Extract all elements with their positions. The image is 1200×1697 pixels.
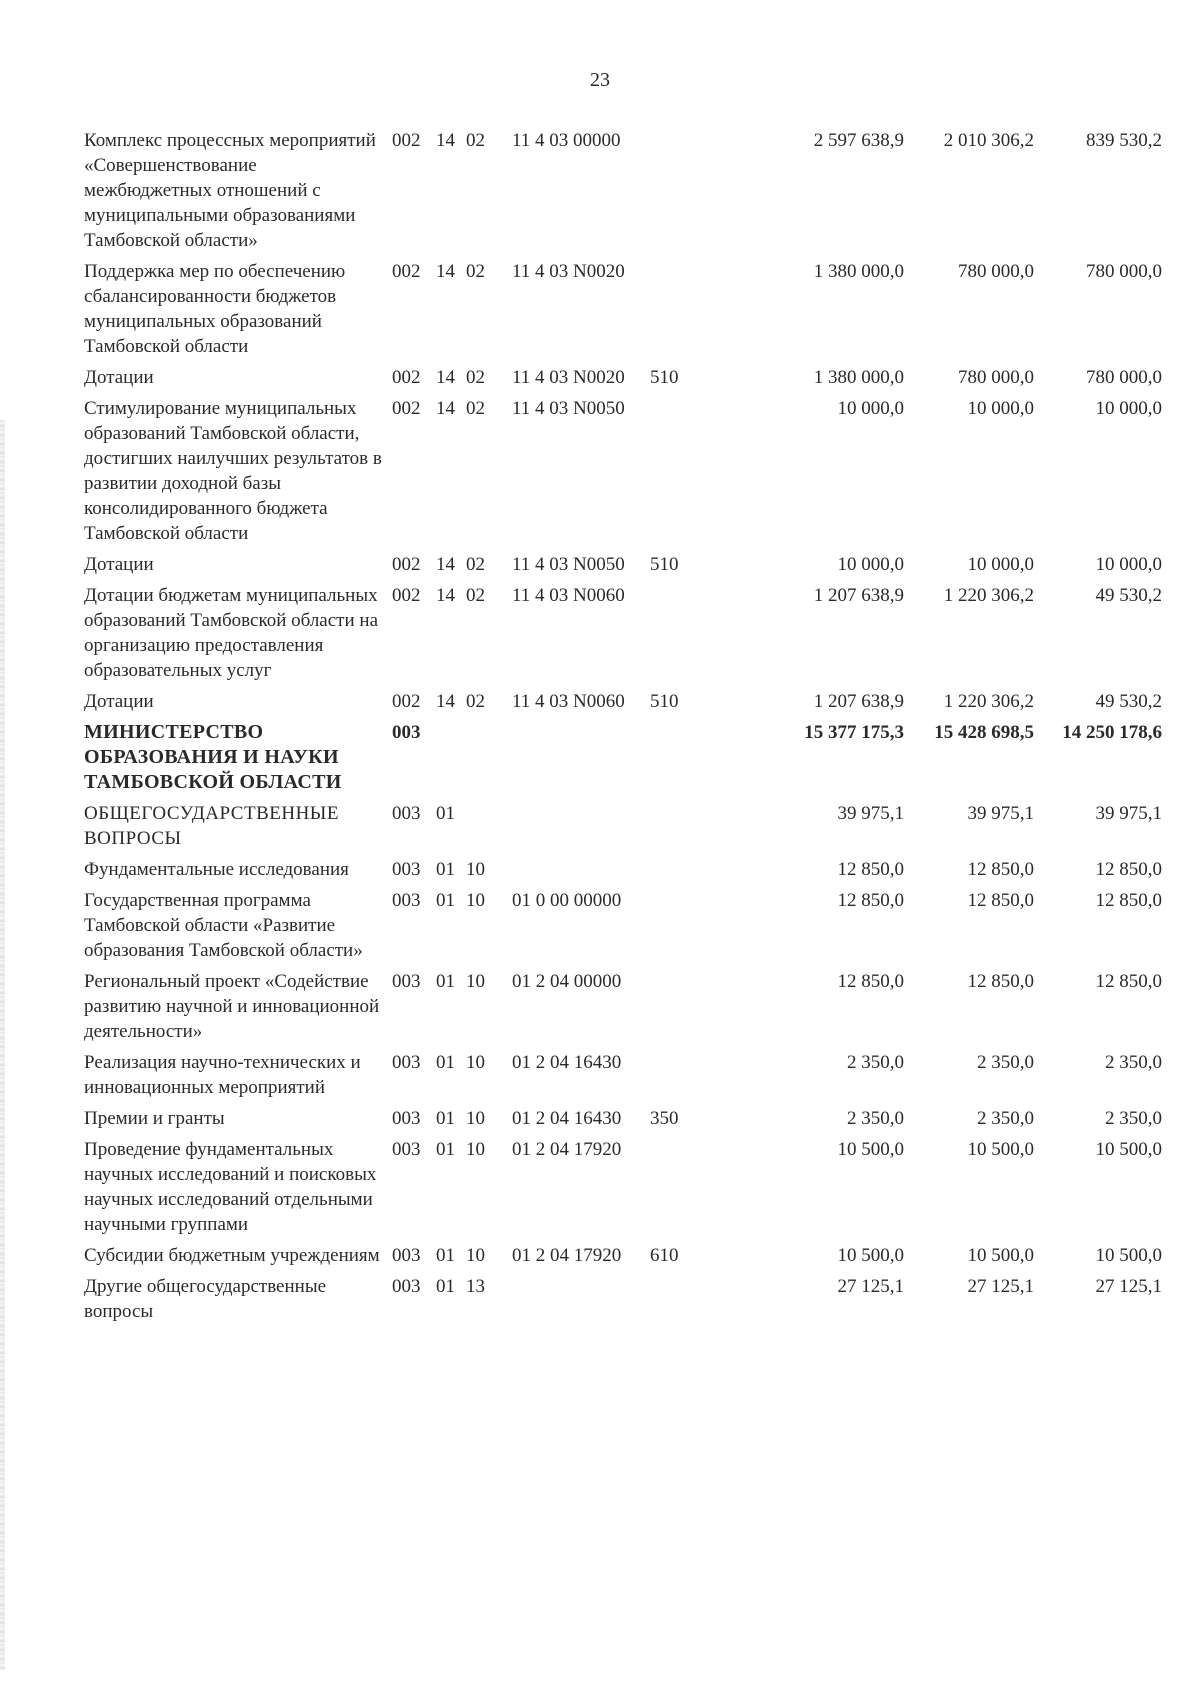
- amount-year-1: 10 500,0: [837, 1139, 904, 1160]
- section-code: 01: [436, 1108, 455, 1129]
- expense-type-code: 510: [650, 691, 679, 712]
- amount-year-3: 14 250 178,6: [1062, 722, 1162, 743]
- amount-year-2: 27 125,1: [967, 1276, 1034, 1297]
- expense-type-code: 350: [650, 1108, 679, 1129]
- table-row: [84, 857, 1174, 882]
- table-row: [84, 365, 1174, 390]
- admin-code: 003: [392, 1052, 421, 1073]
- row-name: Реализация научно-технических и инновационных мероприятий: [84, 1052, 361, 1098]
- subsection-code: 02: [466, 367, 485, 388]
- table-row: [84, 969, 1174, 1044]
- target-article-code: 11 4 03 N0020: [512, 367, 625, 388]
- amount-year-2: 10 000,0: [967, 398, 1034, 419]
- budget-table: [84, 128, 1174, 1330]
- table-row: [84, 689, 1174, 714]
- amount-year-3: 2 350,0: [1105, 1108, 1162, 1129]
- amount-year-1: 12 850,0: [837, 859, 904, 880]
- amount-year-3: 780 000,0: [1086, 367, 1162, 388]
- table-row: [84, 1243, 1174, 1268]
- amount-year-3: 10 500,0: [1095, 1139, 1162, 1160]
- expense-type-code: 510: [650, 554, 679, 575]
- amount-year-2: 12 850,0: [967, 971, 1034, 992]
- row-name: Поддержка мер по обеспечению сбалансированности бюджетов муниципальных образований Тамбовской области: [84, 261, 346, 357]
- subsection-code: 10: [466, 1052, 485, 1073]
- subsection-code: 10: [466, 1108, 485, 1129]
- subsection-code: 02: [466, 585, 485, 606]
- subsection-code: 02: [466, 261, 485, 282]
- row-name: Проведение фундаментальных научных исследований и поисковых научных исследований отдельными научными группами: [84, 1139, 377, 1235]
- amount-year-3: 27 125,1: [1095, 1276, 1162, 1297]
- subsection-code: 02: [466, 554, 485, 575]
- amount-year-1: 1 207 638,9: [813, 691, 904, 712]
- row-name: Дотации бюджетам муниципальных образований Тамбовской области на организацию предоставления образовательных услуг: [84, 585, 378, 681]
- amount-year-3: 10 000,0: [1095, 398, 1162, 419]
- target-article-code: 11 4 03 00000: [512, 130, 621, 151]
- amount-year-2: 2 350,0: [977, 1108, 1034, 1129]
- section-code: 14: [436, 367, 455, 388]
- amount-year-2: 39 975,1: [967, 803, 1034, 824]
- section-code: 14: [436, 691, 455, 712]
- amount-year-3: 10 500,0: [1095, 1245, 1162, 1266]
- section-code: 01: [436, 1276, 455, 1297]
- row-name: Фундаментальные исследования: [84, 859, 349, 880]
- amount-year-3: 2 350,0: [1105, 1052, 1162, 1073]
- amount-year-2: 10 000,0: [967, 554, 1034, 575]
- subsection-code: 10: [466, 859, 485, 880]
- admin-code: 002: [392, 554, 421, 575]
- amount-year-3: 12 850,0: [1095, 859, 1162, 880]
- amount-year-1: 10 000,0: [837, 554, 904, 575]
- section-code: 01: [436, 1139, 455, 1160]
- amount-year-1: 27 125,1: [837, 1276, 904, 1297]
- row-name: Региональный проект «Содействие развитию научной и инновационной деятельности»: [84, 971, 380, 1042]
- row-name: ОБЩЕГОСУДАРСТВЕННЫЕ ВОПРОСЫ: [84, 803, 339, 849]
- admin-code: 003: [392, 1245, 421, 1266]
- target-article-code: 11 4 03 N0050: [512, 398, 625, 419]
- amount-year-3: 39 975,1: [1095, 803, 1162, 824]
- amount-year-1: 1 207 638,9: [813, 585, 904, 606]
- amount-year-2: 12 850,0: [967, 890, 1034, 911]
- admin-code: 002: [392, 130, 421, 151]
- amount-year-1: 2 350,0: [847, 1108, 904, 1129]
- admin-code: 003: [392, 1139, 421, 1160]
- amount-year-1: 2 350,0: [847, 1052, 904, 1073]
- target-article-code: 01 2 04 00000: [512, 971, 622, 992]
- table-row: [84, 552, 1174, 577]
- target-article-code: 11 4 03 N0050: [512, 554, 625, 575]
- amount-year-2: 10 500,0: [967, 1245, 1034, 1266]
- amount-year-2: 2 350,0: [977, 1052, 1034, 1073]
- amount-year-3: 10 000,0: [1095, 554, 1162, 575]
- amount-year-2: 10 500,0: [967, 1139, 1034, 1160]
- target-article-code: 01 0 00 00000: [512, 890, 622, 911]
- row-name: Субсидии бюджетным учреждениям: [84, 1245, 380, 1266]
- table-row: [84, 259, 1174, 359]
- amount-year-2: 12 850,0: [967, 859, 1034, 880]
- table-row: [84, 720, 1174, 795]
- subsection-code: 13: [466, 1276, 485, 1297]
- subsection-code: 02: [466, 691, 485, 712]
- subsection-code: 10: [466, 890, 485, 911]
- amount-year-1: 10 500,0: [837, 1245, 904, 1266]
- table-row: [84, 583, 1174, 683]
- admin-code: 002: [392, 691, 421, 712]
- amount-year-2: 15 428 698,5: [934, 722, 1034, 743]
- amount-year-3: 780 000,0: [1086, 261, 1162, 282]
- subsection-code: 02: [466, 398, 485, 419]
- subsection-code: 10: [466, 971, 485, 992]
- section-code: 01: [436, 1245, 455, 1266]
- amount-year-3: 12 850,0: [1095, 971, 1162, 992]
- subsection-code: 10: [466, 1245, 485, 1266]
- table-row: [84, 1106, 1174, 1131]
- section-code: 01: [436, 859, 455, 880]
- table-row: [84, 128, 1174, 253]
- amount-year-1: 10 000,0: [837, 398, 904, 419]
- target-article-code: 01 2 04 17920: [512, 1139, 622, 1160]
- table-row: [84, 1274, 1174, 1324]
- admin-code: 003: [392, 803, 421, 824]
- section-code: 14: [436, 398, 455, 419]
- target-article-code: 11 4 03 N0060: [512, 585, 625, 606]
- admin-code: 002: [392, 398, 421, 419]
- row-name: Премии и гранты: [84, 1108, 225, 1129]
- amount-year-3: 49 530,2: [1095, 691, 1162, 712]
- section-code: 01: [436, 971, 455, 992]
- section-code: 14: [436, 554, 455, 575]
- admin-code: 003: [392, 859, 421, 880]
- section-code: 01: [436, 803, 455, 824]
- subsection-code: 02: [466, 130, 485, 151]
- table-row: [84, 396, 1174, 546]
- amount-year-3: 839 530,2: [1086, 130, 1162, 151]
- section-code: 14: [436, 585, 455, 606]
- section-code: 01: [436, 890, 455, 911]
- subsection-code: 10: [466, 1139, 485, 1160]
- amount-year-3: 49 530,2: [1095, 585, 1162, 606]
- section-code: 14: [436, 261, 455, 282]
- row-name: Дотации: [84, 367, 154, 388]
- admin-code: 002: [392, 585, 421, 606]
- amount-year-3: 12 850,0: [1095, 890, 1162, 911]
- table-row: [84, 888, 1174, 963]
- target-article-code: 11 4 03 N0020: [512, 261, 625, 282]
- amount-year-1: 12 850,0: [837, 890, 904, 911]
- target-article-code: 01 2 04 16430: [512, 1108, 622, 1129]
- amount-year-1: 1 380 000,0: [813, 261, 904, 282]
- amount-year-1: 39 975,1: [837, 803, 904, 824]
- amount-year-2: 780 000,0: [958, 367, 1034, 388]
- table-row: [84, 1050, 1174, 1100]
- admin-code: 003: [392, 1108, 421, 1129]
- amount-year-2: 2 010 306,2: [943, 130, 1034, 151]
- page-number: 23: [590, 69, 610, 91]
- row-name: Государственная программа Тамбовской области «Развитие образования Тамбовской области»: [84, 890, 363, 961]
- row-name: Комплекс процессных мероприятий «Совершенствование межбюджетных отношений с муниципальными образованиями Тамбовской области»: [84, 130, 376, 251]
- amount-year-1: 15 377 175,3: [804, 722, 904, 743]
- amount-year-2: 1 220 306,2: [943, 585, 1034, 606]
- row-name: Дотации: [84, 691, 154, 712]
- target-article-code: 01 2 04 17920: [512, 1245, 622, 1266]
- row-name: Дотации: [84, 554, 154, 575]
- expense-type-code: 510: [650, 367, 679, 388]
- admin-code: 003: [392, 971, 421, 992]
- target-article-code: 11 4 03 N0060: [512, 691, 625, 712]
- admin-code: 002: [392, 261, 421, 282]
- admin-code: 003: [392, 722, 421, 743]
- target-article-code: 01 2 04 16430: [512, 1052, 622, 1073]
- row-name: МИНИСТЕРСТВО ОБРАЗОВАНИЯ И НАУКИ ТАМБОВСКОЙ ОБЛАСТИ: [84, 721, 342, 793]
- section-code: 14: [436, 130, 455, 151]
- section-code: 01: [436, 1052, 455, 1073]
- scan-edge-artifact: [0, 420, 5, 1670]
- amount-year-2: 780 000,0: [958, 261, 1034, 282]
- row-name: Другие общегосударственные вопросы: [84, 1276, 327, 1322]
- amount-year-1: 1 380 000,0: [813, 367, 904, 388]
- table-row: [84, 801, 1174, 851]
- admin-code: 003: [392, 890, 421, 911]
- admin-code: 002: [392, 367, 421, 388]
- table-row: [84, 1137, 1174, 1237]
- expense-type-code: 610: [650, 1245, 679, 1266]
- amount-year-1: 2 597 638,9: [813, 130, 904, 151]
- admin-code: 003: [392, 1276, 421, 1297]
- amount-year-1: 12 850,0: [837, 971, 904, 992]
- row-name: Стимулирование муниципальных образований Тамбовской области, достигших наилучших результатов в развитии доходной базы консолидированного бюджета Тамбовской области: [84, 398, 382, 544]
- amount-year-2: 1 220 306,2: [943, 691, 1034, 712]
